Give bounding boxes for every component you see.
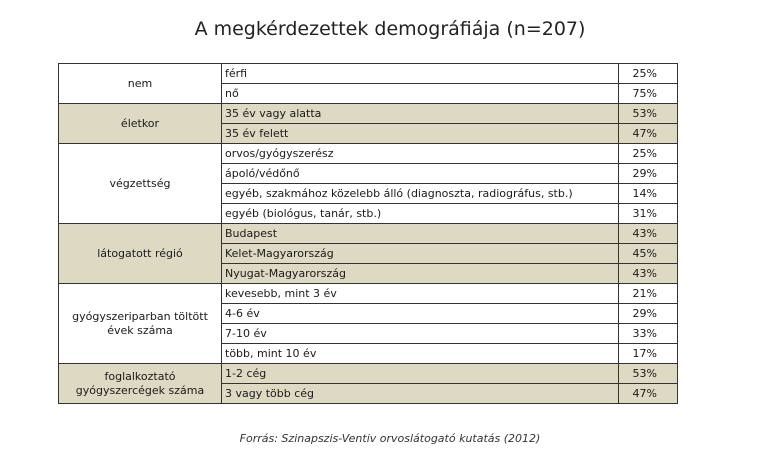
percentage-cell: 75% [619, 84, 678, 104]
page-title: A megkérdezettek demográfiája (n=207) [194, 18, 586, 40]
option-label-cell: nő [222, 84, 619, 104]
option-label-cell: ápoló/védőnő [222, 164, 619, 184]
option-label-cell: 1-2 cég [222, 364, 619, 384]
option-label-cell: orvos/gyógyszerész [222, 144, 619, 164]
option-label-cell: egyéb, szakmához közelebb álló (diagnoszta, radiográfus, stb.) [222, 184, 619, 204]
percentage-cell: 43% [619, 224, 678, 244]
option-label-cell: férfi [222, 64, 619, 84]
percentage-cell: 29% [619, 304, 678, 324]
percentage-cell: 47% [619, 124, 678, 144]
percentage-cell: 47% [619, 384, 678, 404]
option-label-cell: egyéb (biológus, tanár, stb.) [222, 204, 619, 224]
option-label-cell: több, mint 10 év [222, 344, 619, 364]
percentage-cell: 14% [619, 184, 678, 204]
category-cell: látogatott régió [59, 224, 222, 284]
demographics-table [58, 63, 678, 404]
table-row [59, 64, 678, 84]
option-label-cell: Kelet-Magyarország [222, 244, 619, 264]
table-row [59, 104, 678, 124]
category-cell: életkor [59, 104, 222, 144]
option-label-cell: kevesebb, mint 3 év [222, 284, 619, 304]
percentage-cell: 17% [619, 344, 678, 364]
percentage-cell: 21% [619, 284, 678, 304]
option-label-cell: 4-6 év [222, 304, 619, 324]
category-cell: foglalkoztató gyógyszercégek száma [59, 364, 222, 404]
table-row [59, 224, 678, 244]
source-note: Forrás: Szinapszis-Ventiv orvoslátogató kutatás (2012) [239, 432, 541, 445]
percentage-cell: 29% [619, 164, 678, 184]
table-row [59, 284, 678, 304]
option-label-cell: Budapest [222, 224, 619, 244]
percentage-cell: 31% [619, 204, 678, 224]
percentage-cell: 53% [619, 364, 678, 384]
category-cell: gyógyszeriparban töltött évek száma [59, 284, 222, 364]
percentage-cell: 25% [619, 64, 678, 84]
category-cell: végzettség [59, 144, 222, 224]
percentage-cell: 25% [619, 144, 678, 164]
option-label-cell: 35 év felett [222, 124, 619, 144]
percentage-cell: 33% [619, 324, 678, 344]
percentage-cell: 45% [619, 244, 678, 264]
percentage-cell: 43% [619, 264, 678, 284]
percentage-cell: 53% [619, 104, 678, 124]
table-row [59, 364, 678, 384]
option-label-cell: 35 év vagy alatta [222, 104, 619, 124]
table-row [59, 144, 678, 164]
option-label-cell: 7-10 év [222, 324, 619, 344]
category-cell: nem [59, 64, 222, 104]
option-label-cell: 3 vagy több cég [222, 384, 619, 404]
option-label-cell: Nyugat-Magyarország [222, 264, 619, 284]
